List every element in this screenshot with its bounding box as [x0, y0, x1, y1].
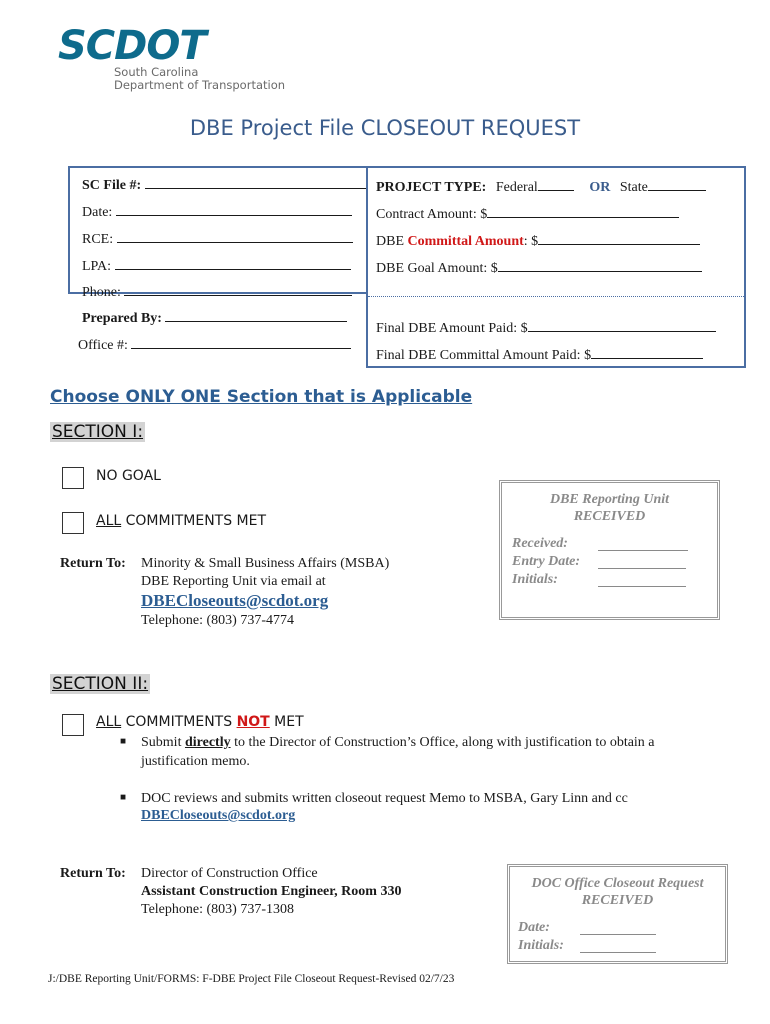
doc-received-stamp-box [507, 864, 728, 964]
prepared-by-field[interactable] [82, 308, 347, 328]
committal-amount-label: Committal Amount [407, 234, 524, 249]
all-commitments-not-met-checkbox[interactable] [62, 714, 84, 736]
committal-suffix: : $ [523, 234, 539, 249]
return-to-label: Return To: [60, 556, 126, 571]
committal-amount-blank[interactable] [538, 231, 700, 245]
logo-wordmark: SCDOT [58, 23, 206, 69]
final-paid-blank[interactable] [528, 318, 716, 332]
bullet-1-pre: Submit [141, 735, 185, 750]
sc-file-label: SC File #: [82, 178, 142, 193]
federal-label: Federal [495, 180, 538, 195]
section-1-return-line-1: Minority & Small Business Affairs (MSBA) [141, 556, 390, 571]
lpa-label: LPA: [82, 259, 112, 274]
date-label: Date: [82, 205, 113, 220]
recv1-title-2: RECEIVED [573, 509, 646, 524]
project-type-field[interactable] [376, 177, 706, 197]
phone-field[interactable] [82, 282, 352, 302]
box-divider [368, 296, 744, 297]
bullet-1-directly: directly [184, 735, 231, 750]
sc-file-blank[interactable] [145, 175, 367, 189]
recv1-title-1: DBE Reporting Unit [549, 492, 670, 507]
contract-amount-field[interactable] [376, 204, 679, 224]
rce-field[interactable] [82, 229, 353, 249]
recv2-title-1: DOC Office Closeout Request [531, 876, 704, 891]
rce-blank[interactable] [117, 229, 353, 243]
return-to-label-2: Return To: [60, 866, 126, 881]
recv2-initials-blank[interactable] [580, 939, 656, 953]
phone-blank[interactable] [124, 282, 352, 296]
all-commitments-met-checkbox[interactable] [62, 512, 84, 534]
state-blank[interactable] [648, 177, 706, 191]
recv1-initials-blank[interactable] [598, 573, 686, 587]
committal-amount-field[interactable] [376, 231, 700, 251]
dbe-prefix: DBE [376, 234, 404, 249]
contract-amount-label: Contract Amount: $ [376, 207, 488, 222]
section-1-return-line-2: DBE Reporting Unit via email at [141, 574, 326, 589]
contract-amount-blank[interactable] [487, 204, 679, 218]
state-label: State [619, 180, 648, 195]
not-emphasis: NOT [236, 714, 270, 730]
section-1-return-to-label [60, 554, 126, 573]
or-label: OR [589, 180, 611, 195]
section-2-heading: SECTION II: [52, 674, 149, 694]
all-commitments-not-met-label [96, 714, 304, 730]
project-type-label: PROJECT TYPE: [376, 180, 487, 195]
lpa-blank[interactable] [115, 256, 351, 270]
commitments-met-text: COMMITMENTS MET [121, 513, 267, 529]
federal-blank[interactable] [538, 177, 574, 191]
final-committal-field[interactable] [376, 345, 703, 365]
section-2-return-line-2: Assistant Construction Engineer, Room 330 [141, 884, 402, 899]
dbe-received-stamp-box [499, 480, 720, 620]
all-commitments-met-label [96, 513, 266, 529]
final-committal-label: Final DBE Committal Amount Paid: $ [376, 348, 592, 363]
recv1-received-label: Received: [512, 536, 568, 551]
recv1-initials-label: Initials: [512, 572, 558, 587]
recv2-initials-label: Initials: [518, 938, 564, 953]
section-2-telephone: Telephone: (803) 737-1308 [141, 902, 294, 917]
lpa-field[interactable] [82, 256, 351, 276]
bullet-1-post: to the Director of Construction’s Office, along with justification to obtain a [230, 735, 655, 750]
section-2-return-to-label [60, 864, 126, 883]
section-1-heading: SECTION I: [52, 422, 144, 442]
choose-instruction: Choose ONLY ONE Section that is Applicable [50, 387, 473, 407]
page-title: DBE Project File CLOSEOUT REQUEST [189, 116, 581, 140]
prepared-by-blank[interactable] [165, 308, 347, 322]
bullet-2-marker: ■ [120, 792, 127, 803]
scdot-logo [58, 24, 298, 98]
office-blank[interactable] [131, 335, 351, 349]
section-1-telephone: Telephone: (803) 737-4774 [141, 613, 294, 628]
recv1-entry-date-label: Entry Date: [512, 554, 581, 569]
all-emphasis: ALL [96, 513, 122, 529]
footer-path: J:/DBE Reporting Unit/FORMS: F-DBE Project File Closeout Request-Revised 02/7/23 [48, 973, 455, 985]
met-text: MET [269, 714, 304, 730]
section-2-return-line-1: Director of Construction Office [141, 866, 318, 881]
final-paid-field[interactable] [376, 318, 716, 338]
logo-line-2: Department of Transportation [114, 78, 286, 92]
final-committal-blank[interactable] [591, 345, 703, 359]
recv2-date-blank[interactable] [580, 921, 656, 935]
no-goal-label: NO GOAL [96, 468, 161, 484]
recv1-entry-date-blank[interactable] [598, 555, 686, 569]
goal-amount-label: DBE Goal Amount: $ [376, 261, 498, 276]
date-field[interactable] [82, 202, 352, 222]
prepared-by-label: Prepared By: [82, 311, 162, 326]
office-label: Office #: [78, 338, 128, 353]
date-blank[interactable] [116, 202, 352, 216]
logo-line-1: South Carolina [114, 65, 199, 79]
phone-label: Phone: [82, 285, 121, 300]
commitments-text: COMMITMENTS [121, 714, 237, 730]
recv2-title-2: RECEIVED [581, 893, 654, 908]
goal-amount-blank[interactable] [498, 258, 702, 272]
section-1-email-link[interactable]: DBECloseouts@scdot.org [141, 591, 329, 610]
bullet-2: DOC reviews and submits written closeout request Memo to MSBA, Gary Linn and cc [141, 791, 628, 806]
left-info-box [68, 166, 364, 368]
no-goal-checkbox[interactable] [62, 467, 84, 489]
recv2-date-label: Date: [518, 920, 550, 935]
recv1-received-blank[interactable] [598, 537, 688, 551]
bullet-1-line-2: justification memo. [141, 754, 250, 769]
section-2-email-link[interactable]: DBECloseouts@scdot.org [141, 808, 296, 823]
bullet-1-marker: ■ [120, 736, 127, 747]
all-emphasis-2: ALL [96, 714, 122, 730]
goal-amount-field[interactable] [376, 258, 702, 278]
bullet-1 [141, 733, 731, 752]
office-field[interactable] [78, 335, 351, 355]
rce-label: RCE: [82, 232, 114, 247]
sc-file-field[interactable] [82, 175, 367, 195]
final-paid-label: Final DBE Amount Paid: $ [376, 321, 528, 336]
right-info-box [366, 166, 746, 368]
